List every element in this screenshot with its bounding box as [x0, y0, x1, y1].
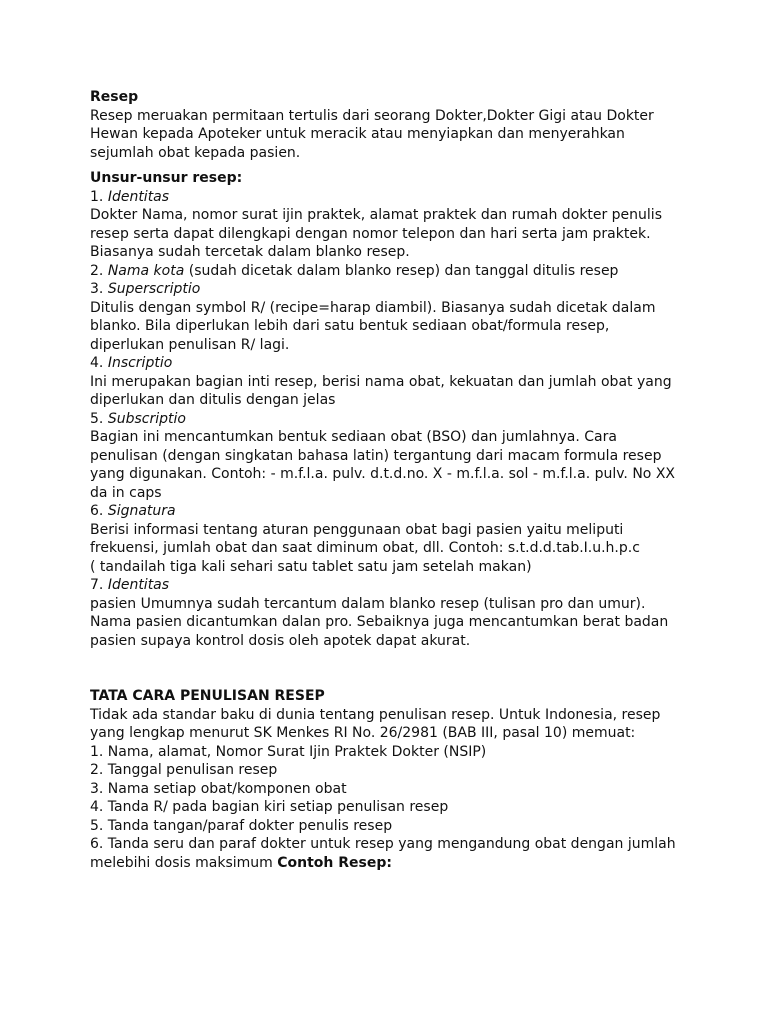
unsur-text-line: blanko. Bila diperlukan lebih dari satu bentuk sediaan obat/formula resep, [90, 318, 610, 334]
list-item: 1. Nama, alamat, Nomor Surat Ijin Praktek Dokter (NSIP) [90, 743, 487, 760]
unsur-text-line: ( tandailah tiga kali sehari satu tablet satu jam setelah makan) [90, 558, 532, 575]
unsur-text-line: frekuensi, jumlah obat dan saat diminum obat, dll. Contoh: s.t.d.d.tab.I.u.h.p.c [90, 540, 640, 556]
unsur-text-line: Nama pasien dicantumkan dalan pro. Sebaiknya juga mencantumkan berat badan [90, 614, 669, 630]
list-item: 6. Tanda seru dan paraf dokter untuk resep yang mengandung obat dengan jumlah [90, 836, 676, 852]
unsur-text-line: Berisi informasi tentang aturan penggunaan obat bagi pasien yaitu meliputi [90, 521, 624, 538]
list-item: 5. Tanda tangan/paraf dokter penulis resep [90, 817, 393, 834]
unsur-item-heading: 2. Nama kota (sudah dicetak dalam blanko resep) dan tanggal ditulis resep [90, 262, 619, 279]
unsur-item-name: Superscriptio [107, 281, 201, 297]
unsur-text-line: pasien supaya kontrol dosis oleh apotek dapat akurat. [90, 632, 471, 649]
unsur-text-line: diperlukan dan ditulis dengan jelas [90, 392, 336, 408]
unsur-text-line: diperlukan penulisan R/ lagi. [90, 336, 290, 353]
list-item: 4. Tanda R/ pada bagian kiri setiap penulisan resep [90, 799, 449, 815]
heading-resep: Resep [90, 89, 139, 105]
tata-cara-intro-line: Tidak ada standar baku di dunia tentang penulisan resep. Untuk Indonesia, resep [90, 706, 661, 723]
resep-text-line: Resep meruakan permitaan tertulis dari seorang Dokter,Dokter Gigi atau Dokter [90, 107, 654, 124]
unsur-text-line: Bagian ini mencantumkan bentuk sediaan obat (BSO) dan jumlahnya. Cara [90, 429, 617, 445]
unsur-item-heading: 7. Identitas [90, 577, 170, 593]
unsur-item-name: Inscriptio [107, 355, 173, 371]
resep-text-line: Hewan kepada Apoteker untuk meracik atau menyiapkan dan menyerahkan [90, 126, 625, 142]
heading-tata-cara: TATA CARA PENULISAN RESEP [90, 688, 325, 704]
document-page [90, 88, 690, 872]
unsur-item-name: Nama kota [107, 262, 185, 279]
unsur-text-line: Dokter Nama, nomor surat ijin praktek, alamat praktek dan rumah dokter penulis [90, 207, 662, 223]
list-item-continuation: melebihi dosis maksimum Contoh Resep: [90, 854, 392, 871]
list-item: 2. Tanggal penulisan resep [90, 762, 278, 778]
unsur-text-line: pasien Umumnya sudah tercantum dalam blanko resep (tulisan pro dan umur). [90, 595, 646, 612]
resep-text-line: sejumlah obat kepada pasien. [90, 144, 301, 161]
unsur-item-heading: 4. Inscriptio [90, 355, 173, 371]
unsur-text-line: resep serta dapat dilengkapi dengan nomor telepon dan hari serta jam praktek. [90, 225, 651, 242]
unsur-text-line: Ditulis dengan symbol R/ (recipe=harap diambil). Biasanya sudah dicetak dalam [90, 299, 656, 316]
list-item: 3. Nama setiap obat/komponen obat [90, 780, 347, 797]
unsur-text-line: Ini merupakan bagian inti resep, berisi nama obat, kekuatan dan jumlah obat yang [90, 373, 672, 390]
unsur-item-heading: 6. Signatura [90, 503, 176, 519]
unsur-text-line: penulisan (dengan singkatan bahasa latin) tergantung dari macam formula resep [90, 447, 662, 464]
unsur-item-heading: 1. Identitas [90, 188, 170, 205]
unsur-item-heading: 3. Superscriptio [90, 281, 201, 297]
unsur-item-name: Identitas [107, 577, 170, 593]
unsur-item-name: Identitas [107, 188, 170, 205]
unsur-text-line: Biasanya sudah tercetak dalam blanko resep. [90, 244, 410, 260]
unsur-item-heading: 5. Subscriptio [90, 410, 186, 427]
unsur-text-line: yang digunakan. Contoh: - m.f.l.a. pulv. d.t.d.no. X - m.f.l.a. sol - m.f.l.a. pulv. No XX [90, 466, 676, 482]
unsur-item-name: Subscriptio [107, 410, 186, 427]
unsur-item-name: Signatura [107, 503, 176, 519]
tata-cara-intro-line: yang lengkap menurut SK Menkes RI No. 26/2981 (BAB III, pasal 10) memuat: [90, 725, 636, 741]
unsur-text-line: da in caps [90, 484, 162, 501]
heading-unsur-resep: Unsur-unsur resep: [90, 170, 243, 186]
contoh-resep-label: Contoh Resep: [277, 854, 392, 871]
